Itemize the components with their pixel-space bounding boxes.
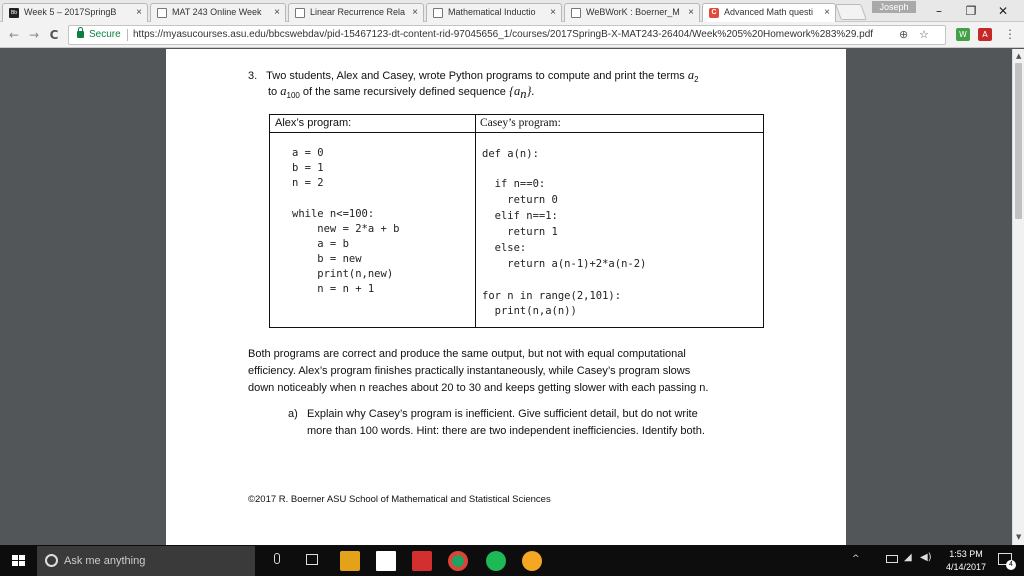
tab-title: Week 5 – 2017SpringB bbox=[24, 7, 117, 17]
alex-code-line: a = b bbox=[292, 238, 349, 250]
address-bar[interactable] bbox=[68, 25, 946, 45]
clock-date[interactable]: 4/14/2017 bbox=[945, 562, 987, 572]
forward-button[interactable]: → bbox=[28, 28, 40, 42]
tray-people-icon[interactable] bbox=[868, 553, 880, 563]
alex-code-line: b = 1 bbox=[292, 162, 324, 174]
zoom-icon[interactable]: ⊕ bbox=[899, 29, 909, 41]
tab-mat243[interactable] bbox=[150, 3, 286, 22]
store-icon[interactable] bbox=[376, 551, 396, 571]
wifi-icon[interactable]: ◢ bbox=[904, 552, 912, 563]
alex-code-line: n = n + 1 bbox=[292, 283, 375, 295]
copyright-footer: ©2017 R. Boerner ASU School of Mathematical and Statistical Sciences bbox=[248, 494, 551, 505]
tab-week5[interactable] bbox=[2, 3, 148, 22]
tab-close-icon[interactable]: × bbox=[136, 7, 142, 18]
scroll-up-icon[interactable]: ▲ bbox=[1016, 52, 1022, 60]
browser-toolbar bbox=[0, 22, 1024, 48]
alex-program-header: Alex’s program: bbox=[275, 117, 352, 129]
casey-code-line: return 0 bbox=[482, 194, 558, 206]
reload-button[interactable]: C bbox=[49, 28, 59, 42]
app-icon-orange[interactable] bbox=[522, 551, 542, 571]
problem-intro-text: Two students, Alex and Casey, wrote Python programs to compute and print the terms bbox=[266, 70, 685, 82]
new-tab-button[interactable] bbox=[835, 4, 867, 20]
casey-code-line: for n in range(2,101): bbox=[482, 290, 622, 302]
casey-program-header: Casey’s program: bbox=[480, 117, 561, 129]
sequence-notation: {a bbox=[509, 84, 521, 98]
spotify-icon[interactable] bbox=[486, 551, 506, 571]
url-separator bbox=[127, 29, 128, 41]
document-favicon-icon bbox=[433, 8, 443, 18]
tab-title: Mathematical Inductio bbox=[448, 7, 536, 17]
chegg-favicon-icon: C bbox=[709, 8, 719, 18]
problem-number: 3. bbox=[248, 70, 258, 82]
alex-code-line: a = 0 bbox=[292, 147, 324, 159]
tab-title: MAT 243 Online Week bbox=[172, 7, 262, 17]
gift-app-icon[interactable] bbox=[412, 551, 432, 571]
tray-keyboard-icon[interactable] bbox=[886, 555, 898, 563]
casey-code-line: return 1 bbox=[482, 226, 558, 238]
program-comparison-table bbox=[269, 114, 764, 328]
close-window-button[interactable]: ✕ bbox=[997, 4, 1009, 18]
cortana-search-box[interactable] bbox=[37, 546, 255, 576]
alex-code-line: b = new bbox=[292, 253, 362, 265]
lock-icon bbox=[77, 31, 84, 38]
tab-close-icon[interactable]: × bbox=[824, 7, 830, 18]
browser-menu-icon[interactable]: ⋮ bbox=[1004, 27, 1016, 41]
question-label: a) bbox=[288, 408, 298, 420]
profile-badge[interactable]: Joseph bbox=[872, 1, 916, 13]
browser-tab-strip bbox=[0, 0, 1024, 22]
minimize-button[interactable]: – bbox=[936, 4, 942, 18]
math-var: a bbox=[687, 68, 695, 82]
question-line: more than 100 words. Hint: there are two independent inefficiencies. Identify both. bbox=[307, 425, 705, 437]
problem-intro-line2 bbox=[268, 84, 535, 102]
tab-close-icon[interactable]: × bbox=[688, 7, 694, 18]
pdf-viewer bbox=[0, 49, 1012, 545]
vertical-scrollbar[interactable] bbox=[1012, 49, 1024, 545]
casey-code-line: print(n,a(n)) bbox=[482, 305, 577, 317]
volume-icon[interactable]: ◀) bbox=[920, 552, 932, 563]
bookmark-star-icon[interactable]: ☆ bbox=[919, 29, 929, 41]
tab-close-icon[interactable]: × bbox=[274, 7, 280, 18]
tab-title: Advanced Math questi bbox=[724, 7, 814, 17]
scrollbar-thumb[interactable] bbox=[1015, 63, 1022, 219]
url-text[interactable]: https://myasucourses.asu.edu/bbcswebdav/pid-15467123-dt-content-rid-97045656_1/courses/2017SpringB-X-MAT243-26404/Week%205%20Homework%283%29.pdf bbox=[133, 29, 874, 40]
math-var: a bbox=[280, 84, 287, 98]
casey-code-line: else: bbox=[482, 242, 527, 254]
tab-close-icon[interactable]: × bbox=[412, 7, 418, 18]
extension-pdf-icon[interactable]: A bbox=[978, 28, 992, 41]
extension-w-icon[interactable]: W bbox=[956, 28, 970, 41]
notification-count-badge: 4 bbox=[1006, 560, 1016, 570]
alex-code-line: new = 2*a + b bbox=[292, 223, 400, 235]
math-subscript: 2 bbox=[694, 75, 699, 85]
table-divider bbox=[475, 115, 476, 327]
secure-label: Secure bbox=[89, 29, 121, 40]
cortana-icon bbox=[45, 554, 58, 567]
alex-code-line: n = 2 bbox=[292, 177, 324, 189]
tab-webwork[interactable] bbox=[564, 3, 700, 22]
blackboard-favicon-icon: Bb bbox=[10, 10, 18, 16]
windows-start-icon[interactable] bbox=[12, 555, 26, 567]
casey-code-line: return a(n-1)+2*a(n-2) bbox=[482, 258, 647, 270]
tab-title: WeBWorK : Boerner_M bbox=[586, 7, 680, 17]
chrome-icon[interactable] bbox=[448, 551, 468, 571]
maximize-button[interactable]: ❐ bbox=[965, 4, 977, 18]
question-line: Explain why Casey’s program is inefficient. Give sufficient detail, but do not write bbox=[307, 408, 698, 420]
tab-mathematical-induction[interactable] bbox=[426, 3, 562, 22]
tab-title: Linear Recurrence Rela bbox=[310, 7, 406, 17]
tab-advanced-math[interactable] bbox=[702, 3, 836, 22]
alex-code-line: print(n,new) bbox=[292, 268, 394, 280]
alex-code-line: while n<=100: bbox=[292, 208, 375, 220]
paragraph-line: down noticeably when n reaches about 20 to 30 and keeps getting slower with each passing n. bbox=[248, 382, 709, 394]
sequence-close: }. bbox=[526, 84, 535, 98]
paragraph-line: Both programs are correct and produce the same output, but not with equal computational bbox=[248, 348, 686, 360]
clock-time[interactable]: 1:53 PM bbox=[949, 549, 983, 559]
paragraph-line: efficiency. Alex’s program finishes practically instantaneously, while Casey’s program slows bbox=[248, 365, 691, 377]
file-explorer-icon[interactable] bbox=[340, 551, 360, 571]
back-button[interactable]: ← bbox=[8, 28, 20, 42]
document-favicon-icon bbox=[157, 8, 167, 18]
casey-code-line: if n==0: bbox=[482, 178, 546, 190]
tab-linear-recurrence[interactable] bbox=[288, 3, 424, 22]
windows-taskbar bbox=[0, 545, 1024, 576]
document-favicon-icon bbox=[571, 8, 581, 18]
word-to: to bbox=[268, 86, 278, 98]
casey-code-line: def a(n): bbox=[482, 148, 539, 160]
task-view-icon[interactable] bbox=[306, 554, 318, 565]
pdf-page bbox=[166, 49, 846, 545]
casey-code-line: elif n==1: bbox=[482, 210, 558, 222]
problem-intro-line1 bbox=[248, 68, 699, 84]
tab-close-icon[interactable]: × bbox=[550, 7, 556, 18]
math-subscript: 100 bbox=[286, 91, 300, 101]
scroll-down-icon[interactable]: ▼ bbox=[1016, 533, 1022, 541]
tray-overflow-icon[interactable]: ^ bbox=[852, 554, 860, 564]
table-header-line bbox=[270, 132, 763, 133]
microphone-icon[interactable] bbox=[274, 553, 280, 564]
document-favicon-icon bbox=[295, 8, 305, 18]
problem-intro-text: of the same recursively defined sequence bbox=[302, 86, 506, 98]
math-subscript: n bbox=[520, 87, 527, 102]
search-placeholder: Ask me anything bbox=[64, 555, 146, 567]
